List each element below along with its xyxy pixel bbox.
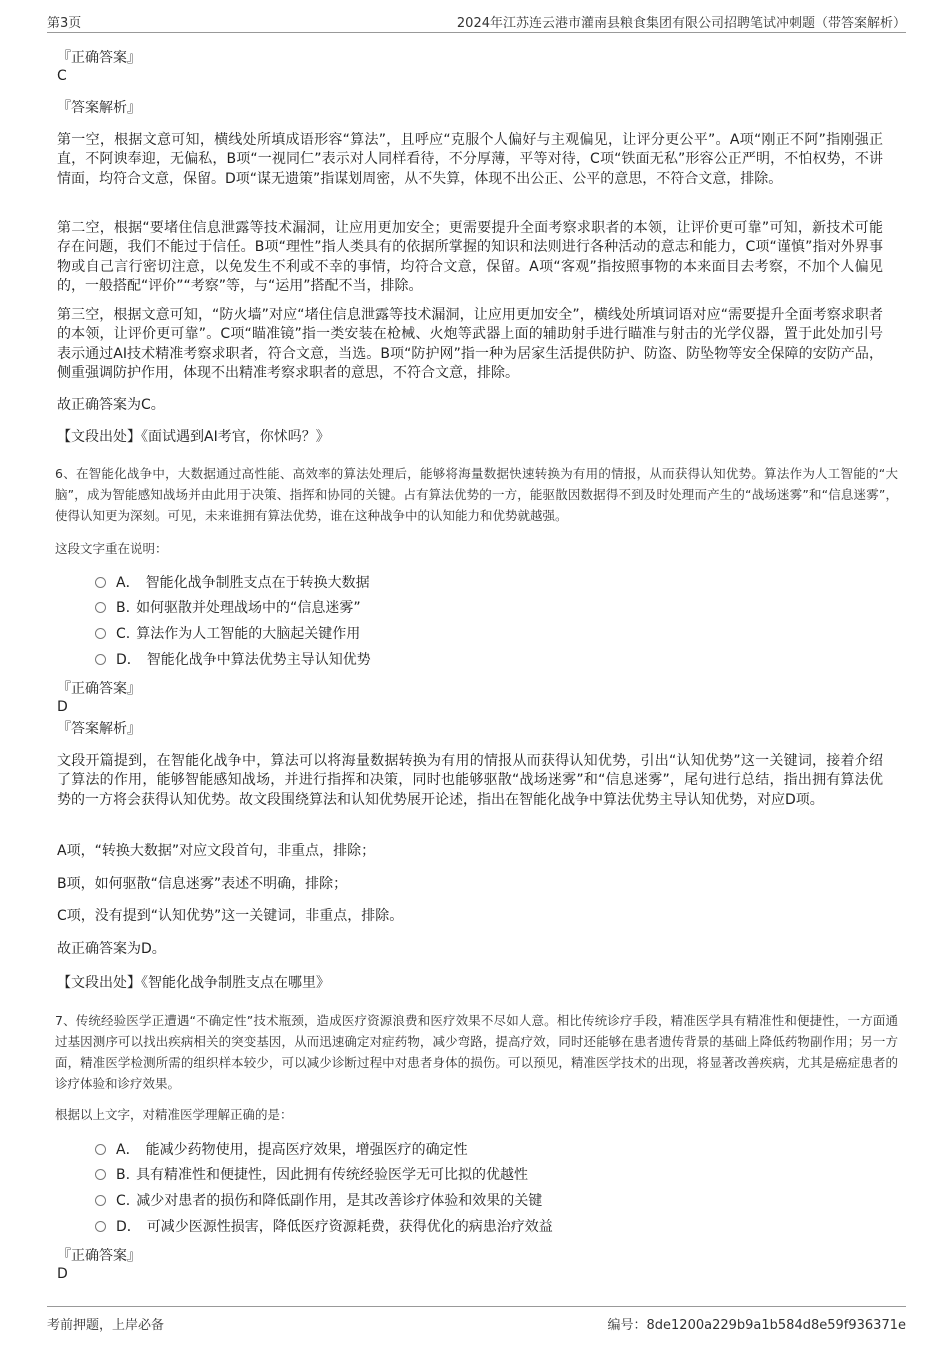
analysis-paragraph: 第二空，根据“要堵住信息泄露等技术漏洞，让应用更加安全；更需要提升全面考察求职者的本领，让评价更可靠”可知，新技术可能存在问题，我们不能过于信任。B项“理性”指人类具有的依据所掌握的知识和法则进行各种活动的意志和能力，C项“谨慎”指对外界事物或自己言行密切注意，以免发生不利或不幸的事情，均符合文意，保留。A项“客观”指按照事物的本来面目去考察，不加个人偏见的，一般搭配“评价”“考察”等，与“运用”搭配不当，排除。 xyxy=(57,220,883,295)
analysis-label: 『答案解析』 xyxy=(57,100,141,116)
answer-value: C xyxy=(57,68,67,84)
option-d[interactable] xyxy=(95,1217,553,1237)
answer-label: 『正确答案』 xyxy=(57,50,141,66)
analysis-paragraph: 第一空，根据文意可知，横线处所填成语形容“算法”，且呼应“克服个人偏好与主观偏见，让评分更公平”。A项“刚正不阿”指刚强正直，不阿谀奉迎，无偏私，B项“一视同仁”表示对人同样看待，不分厚薄，平等对待，C项“铁面无私”形容公正严明，不怕权势，不讲情面，均符合文意，保留。D项“谋无遗策”指谋划周密，从不失算，体现不出公正、公平的意思，不符合文意，排除。 xyxy=(57,132,883,187)
footer-serial xyxy=(608,1314,907,1333)
analysis-label: 『答案解析』 xyxy=(57,721,141,737)
analysis-paragraph: 文段开篇提到，在智能化战争中，算法可以将海量数据转换为有用的情报从而获得认知优势，引出“认知优势”这一关键词，接着介绍了算法的作用，能够智能感知战场，并进行指挥和决策，同时也能够驱散“战场迷雾”和“信息迷雾”，尾句进行总结，指出拥有算法优势的一方将会获得认知优势。故文段围绕算法和认知优势展开论述，指出在智能化战争中算法优势主导认知优势，对应D项。 xyxy=(57,753,883,808)
analysis-paragraph: C项，没有提到“认知优势”这一关键词，非重点，排除。 xyxy=(57,908,404,924)
radio-icon[interactable] xyxy=(95,1221,106,1232)
option-key: C. xyxy=(116,626,131,642)
analysis-conclusion: 故正确答案为D。 xyxy=(57,941,166,957)
answer-value: D xyxy=(57,699,68,715)
analysis-paragraph: 第三空，根据文意可知，“防火墙”对应“堵住信息泄露等技术漏洞，让应用更加安全”，横线处所填词语对应“需要提升全面考察求职者的本领，让评价更可靠”。C项“瞄准镜”指一类安装在枪械、火炮等武器上面的辅助射手进行瞄准与射击的光学仪器，置于此处加引号表示通过AI技术精准考察求职者，符合文意，当选。B项“防护网”指一种为居家生活提供防护、防盗、防坠物等安全保障的安防产品，侧重强调防护作用，体现不出精准考察求职者的意思，不符合文意，排除。 xyxy=(57,307,883,382)
option-key: B. xyxy=(116,1167,131,1183)
option-text: 能减少药物使用，提高医疗效果，增强医疗的确定性 xyxy=(145,1142,468,1158)
radio-icon[interactable] xyxy=(95,602,106,613)
option-key: A． xyxy=(116,1142,140,1158)
option-text: 算法作为人工智能的大脑起关键作用 xyxy=(136,626,361,642)
page-header xyxy=(47,10,906,33)
radio-icon[interactable] xyxy=(95,628,106,639)
page-footer xyxy=(47,1306,906,1333)
option-c[interactable] xyxy=(95,1191,542,1211)
option-key: A． xyxy=(116,575,140,591)
option-d[interactable] xyxy=(95,650,371,670)
source-citation: 【文段出处】《智能化战争制胜支点在哪里》 xyxy=(57,975,330,991)
answer-label: 『正确答案』 xyxy=(57,681,141,697)
serial-number: 8de1200a229b9a1b584d8e59f936371e xyxy=(646,1318,906,1333)
option-text: 具有精准性和便捷性，因此拥有传统经验医学无可比拟的优越性 xyxy=(136,1167,529,1183)
option-c[interactable] xyxy=(95,624,360,644)
question-stem: 6、在智能化战争中，大数据通过高性能、高效率的算法处理后，能够将海量数据快速转换为有用的情报，从而获得认知优势。算法作为人工智能的“大脑”，成为智能感知战场并由此用于决策、指挥和协同的关键。占有算法优势的一方，能驱散因数据得不到及时处理而产生的“战场迷雾”和“信息迷雾”，使得认知更为深刻。可见，未来谁拥有算法优势，谁在这种战争中的认知能力和优势就越强。 xyxy=(55,466,898,523)
analysis-paragraph: B项，如何驱散“信息迷雾”表述不明确，排除； xyxy=(57,876,348,892)
question-prompt: 这段文字重在说明： xyxy=(55,541,168,556)
page-number: 第3页 xyxy=(47,16,82,31)
option-text: 可减少医源性损害，降低医疗资源耗费，获得优化的病患治疗效益 xyxy=(146,1219,553,1235)
option-text: 如何驱散并处理战场中的“信息迷雾” xyxy=(136,600,361,616)
answer-value: D xyxy=(57,1266,68,1282)
option-b[interactable] xyxy=(95,1165,528,1185)
radio-icon[interactable] xyxy=(95,1144,106,1155)
answer-label: 『正确答案』 xyxy=(57,1248,141,1264)
radio-icon[interactable] xyxy=(95,577,106,588)
analysis-conclusion: 故正确答案为C。 xyxy=(57,397,165,413)
footer-slogan: 考前押题，上岸必备 xyxy=(47,1318,165,1333)
option-text: 智能化战争中算法优势主导认知优势 xyxy=(146,652,371,668)
serial-label: 编号： xyxy=(607,1318,647,1333)
radio-icon[interactable] xyxy=(95,654,106,665)
option-key: C. xyxy=(116,1193,131,1209)
question-prompt: 根据以上文字，对精准医学理解正确的是： xyxy=(55,1107,293,1122)
option-key: D． xyxy=(116,652,141,668)
option-text: 智能化战争制胜支点在于转换大数据 xyxy=(145,575,370,591)
option-text: 减少对患者的损伤和降低副作用，是其改善诊疗体验和效果的关键 xyxy=(136,1193,543,1209)
option-key: D． xyxy=(116,1219,141,1235)
option-key: B. xyxy=(116,600,131,616)
radio-icon[interactable] xyxy=(95,1195,106,1206)
option-a[interactable] xyxy=(95,1140,468,1160)
radio-icon[interactable] xyxy=(95,1169,106,1180)
source-citation: 【文段出处】《面试遇到AI考官，你怵吗？》 xyxy=(57,429,330,445)
analysis-paragraph: A项，“转换大数据”对应文段首句，非重点，排除； xyxy=(57,843,376,859)
question-stem: 7、传统经验医学正遭遇“不确定性”技术瓶颈，造成医疗资源浪费和医疗效果不尽如人意。相比传统诊疗手段，精准医学具有精准性和便捷性，一方面通过基因测序可以找出疾病相关的突变基因，从而迅速确定对症药物，减少弯路，提高疗效，同时还能够在患者遗传背景的基础上降低药物副作用；另一方面，精准医学检测所需的组织样本较少，可以减少诊断过程中对患者身体的损伤。可以预见，精准医学技术的出现，将显著改善疾病，尤其是癌症患者的诊疗体验和诊疗效果。 xyxy=(55,1013,898,1091)
document-title: 2024年江苏连云港市灌南县粮食集团有限公司招聘笔试冲刺题（带答案解析） xyxy=(456,16,906,31)
option-b[interactable] xyxy=(95,598,361,618)
option-a[interactable] xyxy=(95,573,370,593)
